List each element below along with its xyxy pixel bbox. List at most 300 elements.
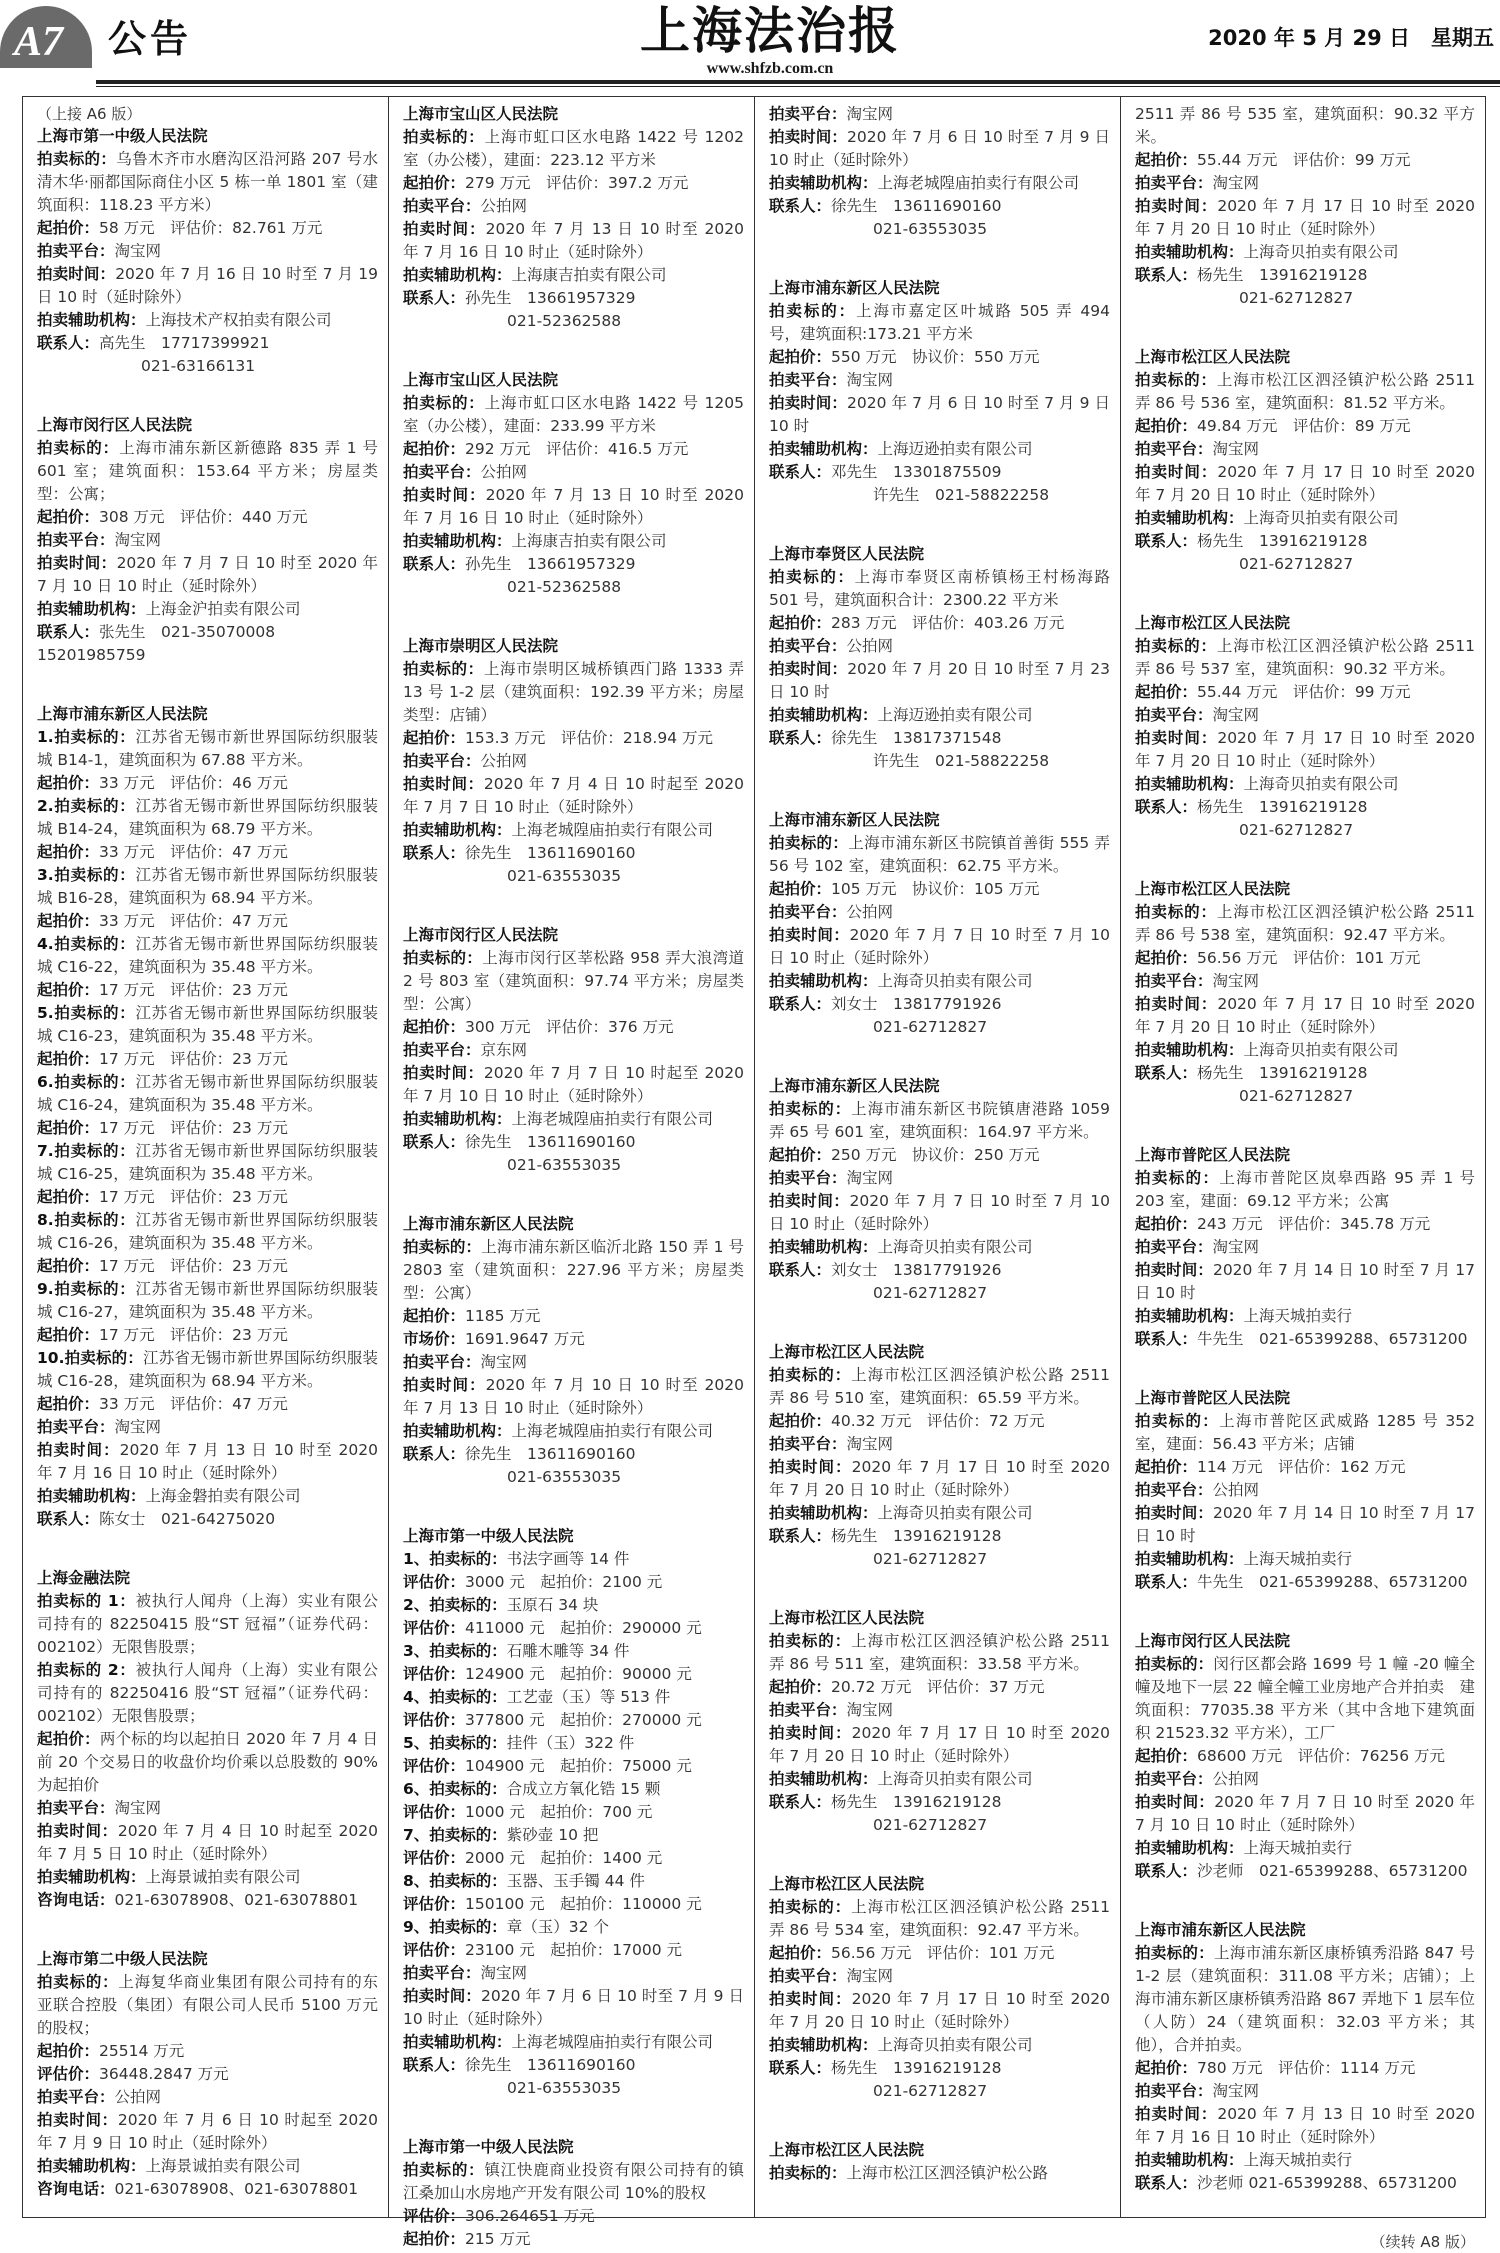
notice-line — [1135, 1837, 1475, 1860]
notice-line — [769, 1676, 1110, 1699]
notice-line — [37, 933, 378, 979]
notice-line — [769, 970, 1110, 993]
field-key: 5、拍卖标的： — [403, 1734, 507, 1752]
court-name: 上海市闵行区人民法院 — [403, 926, 559, 944]
notice-line — [769, 1456, 1110, 1502]
field-value: 工艺壶（玉）等 513 件 — [506, 1688, 671, 1706]
field-key: 起拍价： — [1135, 949, 1198, 967]
field-value: 780 万元 评估价：1114 万元 — [1197, 2059, 1416, 2077]
field-value: 上海市浦东新区康桥镇秀沿路 847 号 1-2 层（建筑面积：311.08 平方米；店铺）；上海市浦东新区康桥镇秀沿路 867 弄地下 1 层车位（人防）24（建筑面积：32.03 平方米；其他），合并拍卖。 — [1135, 1944, 1475, 2054]
notice-line — [403, 392, 744, 438]
notice-line: 021-62712827 — [1239, 1087, 1354, 1105]
header-rule-thin — [96, 86, 1500, 87]
field-value: 上海老城隍庙拍卖行有限公司 — [511, 1110, 714, 1128]
publication-date: 2020 年 5 月 29 日 星期五 — [1208, 26, 1494, 50]
notice-line — [1135, 1942, 1475, 2057]
notice-line — [769, 1965, 1110, 1988]
notice-line — [403, 1732, 744, 1755]
field-key: 拍卖平台： — [1135, 706, 1213, 724]
notice-line — [403, 2054, 744, 2077]
field-key: 拍卖标的 1： — [37, 1592, 136, 1610]
field-value: 2020 年 7 月 7 日 10 时至 7 月 10 日 10 时止（延时除外） — [769, 1192, 1110, 1233]
notice-line — [37, 1659, 378, 1728]
field-key: 拍卖平台： — [37, 2088, 115, 2106]
field-key: 联系人： — [1135, 798, 1198, 816]
notice-line — [403, 1617, 744, 1640]
notice-line — [37, 726, 378, 772]
field-value: 2020 年 7 月 10 日 10 时至 2020 年 7 月 13 日 10 时止（延时除外） — [403, 1376, 744, 1417]
notice-line — [403, 1039, 744, 1062]
notice-line — [769, 901, 1110, 924]
field-value: 2020 年 7 月 7 日 10 时起至 2020 年 7 月 10 日 10 时止（延时除外） — [403, 1064, 744, 1105]
field-key: 起拍价： — [1135, 1458, 1198, 1476]
auction-notice — [403, 103, 744, 333]
auction-notice — [403, 369, 744, 599]
field-value: 2020 年 7 月 14 日 10 时至 7 月 17 日 10 时 — [1135, 1261, 1475, 1302]
field-key: 起拍价： — [1135, 1215, 1198, 1233]
court-name: 上海市第一中级人民法院 — [403, 1527, 574, 1545]
field-value: 2020 年 7 月 17 日 10 时至 2020 年 7 月 20 日 10 时止（延时除外） — [1135, 463, 1475, 504]
field-value: 2020 年 7 月 17 日 10 时至 2020 年 7 月 20 日 10 时止（延时除外） — [769, 1990, 1110, 2031]
field-key: 评估价： — [403, 1895, 466, 1913]
field-key: 6、拍卖标的： — [403, 1780, 507, 1798]
notice-line — [403, 1709, 744, 1732]
field-value: 徐先生 13611690160 — [831, 197, 1002, 215]
notice-line — [769, 1988, 1110, 2034]
notice-line — [403, 530, 744, 553]
field-key: 8、拍卖标的： — [403, 1872, 507, 1890]
notice-line: 021-52362588 — [507, 578, 622, 596]
court-name: 上海市崇明区人民法院 — [403, 637, 559, 655]
notice-line — [37, 910, 378, 933]
field-value: 高先生 17717399921 — [99, 334, 270, 352]
field-key: 拍卖平台： — [37, 242, 115, 260]
field-key: 拍卖平台： — [769, 637, 847, 655]
field-key: 拍卖时间： — [1135, 1793, 1215, 1811]
notice-line — [403, 947, 744, 1016]
field-key: 拍卖平台： — [1135, 174, 1213, 192]
field-key: 起拍价： — [403, 440, 466, 458]
field-key: 起拍价： — [769, 880, 832, 898]
field-key: 拍卖时间： — [37, 2111, 118, 2129]
field-key: 1、拍卖标的： — [403, 1550, 507, 1568]
field-value: 上海金沪拍卖有限公司 — [145, 600, 301, 618]
notice-line — [37, 1186, 378, 1209]
notice-line — [403, 461, 744, 484]
notice-line — [403, 1328, 744, 1351]
field-value: 闵行区都会路 1699 号 1 幢 -20 幢全幢及地下一层 22 幢全幢工业房地产合并拍卖 建筑面积：77035.38 平方米（其中含地下建筑面积 21523.32 平方米），工厂 — [1135, 1655, 1475, 1742]
field-key: 拍卖标的： — [37, 439, 120, 457]
field-key: 2、拍卖标的： — [403, 1596, 507, 1614]
continued-to: （续转 A8 版） — [1370, 2233, 1475, 2251]
field-key: 拍卖标的： — [769, 1898, 852, 1916]
site-url: www.shfzb.com.cn — [706, 60, 834, 77]
field-value: 17 万元 评估价：23 万元 — [99, 1326, 288, 1344]
notice-line — [1135, 796, 1475, 819]
field-key: 拍卖辅助机构： — [769, 1238, 878, 1256]
auction-notice — [403, 2136, 744, 2251]
notice-line — [1135, 773, 1475, 796]
field-value: 玉器、玉手镯 44 件 — [506, 1872, 645, 1890]
field-key: 评估价： — [403, 1849, 466, 1867]
field-key: 拍卖时间： — [1135, 995, 1218, 1013]
notice-line — [769, 1236, 1110, 1259]
notice-line — [769, 103, 1110, 126]
auction-notice — [403, 1213, 744, 1489]
field-key: 拍卖辅助机构： — [403, 1110, 512, 1128]
notice-line — [1135, 947, 1475, 970]
field-value: 33 万元 评估价：47 万元 — [99, 1395, 288, 1413]
field-key: 拍卖平台： — [769, 1169, 847, 1187]
notice-line — [37, 1728, 378, 1797]
field-key: 起拍价： — [37, 1730, 100, 1748]
field-value: 上海市奉贤区南桥镇杨王村杨海路 501 号，建筑面积合计：2300.22 平方米 — [769, 568, 1110, 609]
notice-line — [37, 795, 378, 841]
notice-line — [1135, 149, 1475, 172]
notice-line — [769, 1699, 1110, 1722]
notice-line — [403, 658, 744, 727]
field-value: 上海奇贝拍卖有限公司 — [1243, 775, 1399, 793]
field-value: 淘宝网 — [1212, 440, 1260, 458]
notice-line — [37, 1002, 378, 1048]
field-value: 124900 元 起拍价：90000 元 — [465, 1665, 692, 1683]
field-value: 上海市松江区泗泾镇沪松公路 2511 弄 86 号 536 室，建筑面积：81.52 平方米。 — [1135, 371, 1475, 412]
notice-line — [769, 1259, 1110, 1282]
field-key: 拍卖辅助机构： — [1135, 1839, 1244, 1857]
field-key: 拍卖标的： — [1135, 371, 1217, 389]
notice-line — [403, 1801, 744, 1824]
field-value: 京东网 — [480, 1041, 528, 1059]
auction-notice — [769, 2139, 1110, 2185]
field-key: 拍卖时间： — [769, 1192, 850, 1210]
notice-line: 021-62712827 — [873, 1550, 988, 1568]
field-value: 公拍网 — [846, 637, 894, 655]
notice-line — [1135, 507, 1475, 530]
notice-line — [1135, 1236, 1475, 1259]
notice-line — [403, 1062, 744, 1108]
notice-line — [37, 1508, 378, 1531]
field-key: 联系人： — [403, 844, 466, 862]
notice-line — [769, 924, 1110, 970]
field-value: 淘宝网 — [846, 371, 894, 389]
notice-line — [769, 1410, 1110, 1433]
notice-line — [1135, 1745, 1475, 1768]
notice-line — [37, 1485, 378, 1508]
field-key: 拍卖标的： — [403, 949, 483, 967]
notice-line — [37, 1347, 378, 1393]
field-key: 拍卖辅助机构： — [37, 2157, 146, 2175]
notice-line — [769, 2057, 1110, 2080]
auction-notice — [403, 924, 744, 1177]
field-key: 起拍价： — [769, 1412, 832, 1430]
notice-line — [1135, 704, 1475, 727]
field-key: 9.拍卖标的： — [37, 1280, 136, 1298]
field-value: 淘宝网 — [1212, 174, 1260, 192]
field-value: 公拍网 — [846, 903, 894, 921]
notice-line: 021-62712827 — [1239, 555, 1354, 573]
field-value: 淘宝网 — [1212, 972, 1260, 990]
field-key: 拍卖标的： — [769, 302, 857, 320]
notice-line — [769, 1098, 1110, 1144]
court-name: 上海市松江区人民法院 — [769, 1343, 925, 1361]
field-value: 上海市闵行区莘松路 958 弄大浪湾道 2 号 803 室（建筑面积：97.74 平方米；房屋类型：公寓） — [403, 949, 744, 1013]
field-key: 拍卖时间： — [1135, 197, 1218, 215]
field-value: 上海老城隍庙拍卖行有限公司 — [511, 821, 714, 839]
field-key: 7.拍卖标的： — [37, 1142, 136, 1160]
field-key: 起拍价： — [37, 843, 100, 861]
field-key: 起拍价： — [37, 774, 100, 792]
notice-line — [403, 1686, 744, 1709]
auction-notice — [37, 1948, 378, 2201]
notice-line — [37, 2040, 378, 2063]
field-value: 上海天城拍卖行 — [1243, 2151, 1353, 2169]
field-key: 联系人： — [1135, 532, 1198, 550]
field-key: 联系人： — [37, 1510, 100, 1528]
field-key: 拍卖平台： — [403, 197, 481, 215]
field-key: 联系人： — [1135, 1862, 1198, 1880]
field-value: 2020 年 7 月 17 日 10 时至 2020 年 7 月 20 日 10 时止（延时除外） — [1135, 197, 1475, 238]
field-value: 上海市浦东新区书院镇唐港路 1059 弄 65 号 601 室，建筑面积：164.97 平方米。 — [769, 1100, 1110, 1141]
field-key: 拍卖平台： — [1135, 2082, 1213, 2100]
notice-line — [1135, 1791, 1475, 1837]
field-key: 1.拍卖标的： — [37, 728, 136, 746]
field-key: 评估价： — [403, 1619, 466, 1637]
notice-line — [1135, 1571, 1475, 1594]
field-key: 起拍价： — [37, 912, 100, 930]
notice-line — [1135, 993, 1475, 1039]
court-name: 上海市浦东新区人民法院 — [1135, 1921, 1306, 1939]
notice-line — [769, 1630, 1110, 1676]
court-name: 上海市普陀区人民法院 — [1135, 1389, 1291, 1407]
field-value: 书法字画等 14 件 — [506, 1550, 630, 1568]
notice-line — [1135, 369, 1475, 415]
field-value: 250 万元 协议价：250 万元 — [831, 1146, 1040, 1164]
field-key: 联系人： — [769, 729, 832, 747]
field-value: 23100 元 起拍价：17000 元 — [465, 1941, 682, 1959]
field-key: 联系人： — [769, 995, 832, 1013]
field-key: 拍卖时间： — [37, 1822, 118, 1840]
field-value: 20.72 万元 评估价：37 万元 — [831, 1678, 1045, 1696]
field-value: 上海市浦东新区书院镇首善街 555 弄 56 号 102 室，建筑面积：62.75 平方米。 — [769, 834, 1110, 875]
field-key: 拍卖标的： — [769, 1100, 852, 1118]
field-key: 联系人： — [769, 1793, 832, 1811]
field-key: 起拍价： — [37, 1257, 100, 1275]
field-value: 021-63078908、021-63078801 — [114, 1891, 359, 1909]
field-key: 拍卖辅助机构： — [1135, 775, 1244, 793]
field-key: 拍卖辅助机构： — [403, 266, 512, 284]
field-value: 上海市松江区泗泾镇沪松公路 — [846, 2164, 1049, 2182]
field-key: 拍卖平台： — [769, 1435, 847, 1453]
notice-line — [769, 369, 1110, 392]
field-key: 拍卖辅助机构： — [403, 532, 512, 550]
notice-line — [769, 566, 1110, 612]
field-key: 拍卖平台： — [403, 1353, 481, 1371]
notice-line: 021-62712827 — [873, 1284, 988, 1302]
field-key: 拍卖标的： — [1135, 1944, 1215, 1962]
field-key: 联系人： — [1135, 1330, 1198, 1348]
field-value: 2020 年 7 月 13 日 10 时至 2020 年 7 月 16 日 10 时止（延时除外） — [403, 486, 744, 527]
field-value: 牛先生 021-65399288、65731200 — [1197, 1573, 1468, 1591]
notice-line — [769, 1722, 1110, 1768]
field-key: 9、拍卖标的： — [403, 1918, 507, 1936]
field-key: 5.拍卖标的： — [37, 1004, 136, 1022]
field-key: 拍卖时间： — [769, 1990, 852, 2008]
field-key: 起拍价： — [1135, 2059, 1198, 2077]
field-key: 拍卖标的： — [403, 394, 485, 412]
field-key: 拍卖时间： — [403, 486, 486, 504]
court-name: 上海市奉贤区人民法院 — [769, 545, 925, 563]
field-value: 105 万元 协议价：105 万元 — [831, 880, 1040, 898]
field-key: 起拍价： — [37, 1395, 100, 1413]
notice-line — [1135, 1167, 1475, 1213]
field-key: 拍卖平台： — [403, 1041, 481, 1059]
field-value: 上海老城隍庙拍卖行有限公司 — [511, 1422, 714, 1440]
field-value: 40.32 万元 评估价：72 万元 — [831, 1412, 1045, 1430]
notice-line — [1135, 2057, 1475, 2080]
notice-line — [37, 217, 378, 240]
field-key: 评估价： — [403, 1757, 466, 1775]
field-key: 起拍价： — [37, 981, 100, 999]
field-key: 3、拍卖标的： — [403, 1642, 507, 1660]
field-key: 起拍价： — [1135, 151, 1198, 169]
field-key: 拍卖时间： — [1135, 1504, 1213, 1522]
auction-notice — [37, 414, 378, 667]
court-name: 上海市松江区人民法院 — [769, 2141, 925, 2159]
field-value: 刘女士 13817791926 — [831, 1261, 1002, 1279]
notice-line: 021-63553035 — [507, 867, 622, 885]
auction-notice — [769, 809, 1110, 1039]
field-value: 江苏省无锡市新世界国际纺织服装城 B14-1，建筑面积为 67.88 平方米。 — [37, 728, 378, 769]
column-4 — [1120, 97, 1486, 2251]
notice-line — [37, 2086, 378, 2109]
field-key: 拍卖标的： — [1135, 903, 1217, 921]
notice-line — [769, 878, 1110, 901]
field-key: 2.拍卖标的： — [37, 797, 136, 815]
notice-line — [403, 2031, 744, 2054]
notice-line — [37, 1820, 378, 1866]
notice-line — [403, 126, 744, 172]
field-key: 起拍价： — [37, 1326, 100, 1344]
notice-line — [37, 1889, 378, 1912]
notice-line — [769, 1942, 1110, 1965]
notice-line — [403, 1870, 744, 1893]
notice-line — [403, 1236, 744, 1305]
field-value: 33 万元 评估价：47 万元 — [99, 843, 288, 861]
field-value: 上海景诚拍卖有限公司 — [145, 1868, 301, 1886]
notice-line — [403, 819, 744, 842]
notice-line: 021-63166131 — [141, 357, 256, 375]
field-key: 联系人： — [403, 1445, 466, 1463]
field-value: 上海奇贝拍卖有限公司 — [877, 1770, 1033, 1788]
field-key: 联系人： — [403, 2056, 466, 2074]
field-key: 评估价： — [403, 1573, 466, 1591]
court-name: 上海市松江区人民法院 — [1135, 348, 1291, 366]
notice-line — [403, 750, 744, 773]
field-key: 拍卖时间： — [769, 128, 847, 146]
field-value: 上海奇贝拍卖有限公司 — [1243, 509, 1399, 527]
notice-line — [403, 1108, 744, 1131]
field-key: 拍卖时间： — [37, 1441, 120, 1459]
field-key: 拍卖时间： — [769, 1458, 852, 1476]
field-value: 淘宝网 — [1212, 706, 1260, 724]
column-2 — [388, 97, 754, 2248]
field-key: 联系人： — [403, 1133, 466, 1151]
notice-line — [769, 300, 1110, 346]
field-value: 江苏省无锡市新世界国际纺织服装城 C16-25，建筑面积为 35.48 平方米。 — [37, 1142, 378, 1183]
notice-line — [769, 172, 1110, 195]
field-key: 市场价： — [403, 1330, 466, 1348]
field-key: 拍卖时间： — [403, 1376, 486, 1394]
auction-notice — [403, 635, 744, 888]
field-key: 联系人： — [403, 289, 466, 307]
notice-line — [37, 1590, 378, 1659]
field-key: 评估价： — [403, 1941, 466, 1959]
notice-line — [769, 704, 1110, 727]
field-value: 2000 元 起拍价：1400 元 — [465, 1849, 663, 1867]
field-value: 104900 元 起拍价：75000 元 — [465, 1757, 692, 1775]
field-value: 2020 年 7 月 17 日 10 时至 2020 年 7 月 20 日 10 时止（延时除外） — [769, 1458, 1110, 1499]
field-value: 上海奇贝拍卖有限公司 — [1243, 243, 1399, 261]
notice-line — [403, 195, 744, 218]
notice-line — [403, 1351, 744, 1374]
notice-line — [37, 506, 378, 529]
notice-line: 021-63553035 — [507, 2079, 622, 2097]
field-value: 1185 万元 — [465, 1307, 541, 1325]
field-key: 联系人： — [37, 623, 100, 641]
notice-line — [769, 1433, 1110, 1456]
notice-columns — [22, 96, 1486, 2251]
field-key: 拍卖辅助机构： — [769, 440, 878, 458]
field-value: 1000 元 起拍价：700 元 — [465, 1803, 653, 1821]
field-key: 拍卖辅助机构： — [769, 1770, 878, 1788]
field-value: 淘宝网 — [846, 1169, 894, 1187]
field-value: 17 万元 评估价：23 万元 — [99, 1188, 288, 1206]
notice-line — [1135, 1548, 1475, 1571]
auction-notice — [403, 1525, 744, 2100]
field-key: 联系人： — [1135, 2174, 1198, 2192]
field-value: 150100 元 起拍价：110000 元 — [465, 1895, 702, 1913]
field-value: 上海奇贝拍卖有限公司 — [877, 2036, 1033, 2054]
notice-line — [37, 552, 378, 598]
court-name: 上海市松江区人民法院 — [1135, 880, 1291, 898]
field-key: 拍卖时间： — [403, 775, 484, 793]
field-key: 起拍价： — [769, 614, 832, 632]
notice-line — [403, 1916, 744, 1939]
field-value: 两个标的均以起拍日 2020 年 7 月 4 日前 20 个交易日的收盘价均价乘以总股数的 90%为起拍价 — [37, 1730, 378, 1794]
field-value: 68600 万元 评估价：76256 万元 — [1197, 1747, 1445, 1765]
notice-line — [403, 1755, 744, 1778]
field-key: 拍卖平台： — [1135, 1770, 1213, 1788]
field-value: 2020 年 7 月 6 日 10 时至 7 月 9 日 10 时止（延时除外） — [403, 1987, 744, 2028]
notice-line — [403, 1548, 744, 1571]
notice-line — [1135, 1328, 1475, 1351]
notice-line — [769, 1791, 1110, 1814]
court-name: 上海市浦东新区人民法院 — [403, 1215, 574, 1233]
notice-line — [1135, 681, 1475, 704]
notice-line — [1135, 901, 1475, 947]
field-value: 上海市崇明区城桥镇西门路 1333 弄 13 号 1-2 层（建筑面积：192.39 平方米；房屋类型：店铺） — [403, 660, 744, 724]
field-value: 杨先生 13916219128 — [1197, 798, 1368, 816]
field-key: 评估价： — [37, 2065, 100, 2083]
notice-line — [769, 392, 1110, 438]
notice-line: 021-63553035 — [507, 1156, 622, 1174]
field-key: 起拍价： — [769, 1146, 832, 1164]
field-value: 杨先生 13916219128 — [1197, 532, 1368, 550]
field-key: 拍卖标的： — [769, 2164, 847, 2182]
field-value: 淘宝网 — [1212, 2082, 1260, 2100]
notice-line — [1135, 1259, 1475, 1305]
notice-line — [37, 1140, 378, 1186]
